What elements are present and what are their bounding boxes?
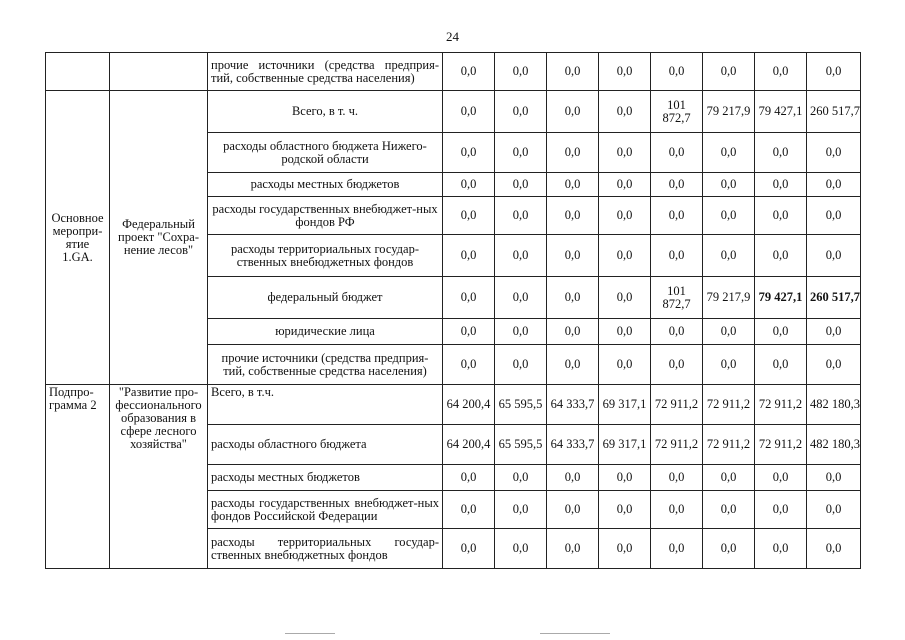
value-cell: 69 317,1 xyxy=(599,425,651,465)
row-description: расходы областного бюджета xyxy=(208,425,443,465)
value-cell: 79 427,1 xyxy=(755,277,807,319)
row-description: юридические лица xyxy=(208,319,443,345)
program-cell: Основное меропри-ятие 1.GA. xyxy=(46,91,110,385)
total-cell: 482 180,3 xyxy=(807,385,861,425)
value-cell: 0,0 xyxy=(443,277,495,319)
value-cell: 0,0 xyxy=(703,173,755,197)
footer-rule-right xyxy=(540,633,610,634)
table-row xyxy=(46,91,861,133)
value-cell: 0,0 xyxy=(651,235,703,277)
value-cell: 0,0 xyxy=(547,91,599,133)
footer-rule-left xyxy=(285,633,335,634)
value-cell: 0,0 xyxy=(599,465,651,491)
value-cell: 0,0 xyxy=(443,53,495,91)
value-cell: 69 317,1 xyxy=(599,385,651,425)
value-cell: 0,0 xyxy=(599,529,651,569)
value-cell: 0,0 xyxy=(651,345,703,385)
total-cell: 0,0 xyxy=(807,345,861,385)
value-cell: 0,0 xyxy=(443,529,495,569)
value-cell: 0,0 xyxy=(755,345,807,385)
value-cell: 101 872,7 xyxy=(651,91,703,133)
value-cell: 0,0 xyxy=(495,235,547,277)
total-cell: 0,0 xyxy=(807,465,861,491)
value-cell: 0,0 xyxy=(495,133,547,173)
value-cell: 0,0 xyxy=(755,133,807,173)
value-cell: 0,0 xyxy=(703,465,755,491)
value-cell: 64 333,7 xyxy=(547,385,599,425)
value-cell: 0,0 xyxy=(495,53,547,91)
value-cell: 0,0 xyxy=(443,319,495,345)
value-cell: 0,0 xyxy=(495,491,547,529)
value-cell: 65 595,5 xyxy=(495,425,547,465)
value-cell: 0,0 xyxy=(703,53,755,91)
value-cell: 0,0 xyxy=(547,173,599,197)
value-cell: 0,0 xyxy=(443,133,495,173)
value-cell: 0,0 xyxy=(599,133,651,173)
row-description: расходы территориальных государ-ственных внебюджетных фондов xyxy=(208,235,443,277)
value-cell: 0,0 xyxy=(443,91,495,133)
value-cell: 0,0 xyxy=(651,319,703,345)
total-cell: 260 517,7 xyxy=(807,277,861,319)
program-cell xyxy=(46,53,110,91)
program-name-cell xyxy=(110,53,208,91)
value-cell: 0,0 xyxy=(755,53,807,91)
value-cell: 0,0 xyxy=(495,319,547,345)
value-cell: 72 911,2 xyxy=(651,425,703,465)
row-description: расходы государственных внебюджет-ных фондов РФ xyxy=(208,197,443,235)
row-description: расходы территориальных государ-ственных внебюджетных фондов xyxy=(208,529,443,569)
total-cell: 0,0 xyxy=(807,197,861,235)
value-cell: 0,0 xyxy=(599,197,651,235)
value-cell: 64 333,7 xyxy=(547,425,599,465)
value-cell: 0,0 xyxy=(443,345,495,385)
value-cell: 0,0 xyxy=(443,465,495,491)
value-cell: 0,0 xyxy=(755,197,807,235)
value-cell: 0,0 xyxy=(443,173,495,197)
value-cell: 0,0 xyxy=(443,491,495,529)
value-cell: 0,0 xyxy=(651,529,703,569)
value-cell: 0,0 xyxy=(703,235,755,277)
value-cell: 72 911,2 xyxy=(703,425,755,465)
value-cell: 0,0 xyxy=(495,465,547,491)
value-cell: 0,0 xyxy=(599,235,651,277)
table-row xyxy=(46,53,861,91)
value-cell: 0,0 xyxy=(651,133,703,173)
budget-table xyxy=(45,52,861,569)
value-cell: 0,0 xyxy=(703,345,755,385)
total-cell: 0,0 xyxy=(807,319,861,345)
value-cell: 0,0 xyxy=(599,319,651,345)
value-cell: 72 911,2 xyxy=(755,385,807,425)
row-description: расходы местных бюджетов xyxy=(208,173,443,197)
value-cell: 0,0 xyxy=(651,53,703,91)
value-cell: 65 595,5 xyxy=(495,385,547,425)
value-cell: 64 200,4 xyxy=(443,385,495,425)
value-cell: 0,0 xyxy=(495,197,547,235)
page-number: 24 xyxy=(446,29,459,44)
value-cell: 0,0 xyxy=(547,319,599,345)
total-cell: 0,0 xyxy=(807,529,861,569)
value-cell: 0,0 xyxy=(547,529,599,569)
value-cell: 0,0 xyxy=(495,173,547,197)
value-cell: 0,0 xyxy=(703,491,755,529)
total-cell: 0,0 xyxy=(807,235,861,277)
value-cell: 79 217,9 xyxy=(703,277,755,319)
value-cell: 64 200,4 xyxy=(443,425,495,465)
row-description: прочие источники (средства предприя-тий, собственные средства населения) xyxy=(208,53,443,91)
value-cell: 0,0 xyxy=(599,277,651,319)
value-cell: 0,0 xyxy=(547,345,599,385)
value-cell: 0,0 xyxy=(495,529,547,569)
row-description: расходы государственных внебюджет-ных фондов Российской Федерации xyxy=(208,491,443,529)
value-cell: 0,0 xyxy=(443,235,495,277)
value-cell: 0,0 xyxy=(651,173,703,197)
value-cell: 0,0 xyxy=(547,197,599,235)
value-cell: 0,0 xyxy=(651,197,703,235)
value-cell: 0,0 xyxy=(755,173,807,197)
value-cell: 0,0 xyxy=(599,345,651,385)
value-cell: 72 911,2 xyxy=(703,385,755,425)
value-cell: 79 427,1 xyxy=(755,91,807,133)
value-cell: 79 217,9 xyxy=(703,91,755,133)
value-cell: 0,0 xyxy=(547,465,599,491)
program-cell: Подпро-грамма 2 xyxy=(46,385,110,569)
table-row xyxy=(46,385,861,425)
value-cell: 0,0 xyxy=(547,133,599,173)
row-description: Всего, в т. ч. xyxy=(208,91,443,133)
row-description: расходы местных бюджетов xyxy=(208,465,443,491)
value-cell: 0,0 xyxy=(703,529,755,569)
value-cell: 0,0 xyxy=(495,91,547,133)
value-cell: 0,0 xyxy=(599,491,651,529)
value-cell: 0,0 xyxy=(703,197,755,235)
total-cell: 0,0 xyxy=(807,133,861,173)
value-cell: 0,0 xyxy=(703,133,755,173)
row-description: расходы областного бюджета Нижего-родской области xyxy=(208,133,443,173)
total-cell: 0,0 xyxy=(807,491,861,529)
value-cell: 72 911,2 xyxy=(755,425,807,465)
value-cell: 0,0 xyxy=(443,197,495,235)
value-cell: 0,0 xyxy=(755,235,807,277)
value-cell: 0,0 xyxy=(703,319,755,345)
total-cell: 260 517,7 xyxy=(807,91,861,133)
total-cell: 482 180,3 xyxy=(807,425,861,465)
total-cell: 0,0 xyxy=(807,53,861,91)
row-description: Всего, в т.ч. xyxy=(208,385,443,425)
value-cell: 0,0 xyxy=(651,465,703,491)
value-cell: 72 911,2 xyxy=(651,385,703,425)
program-name-cell: "Развитие про-фессионального образования в сфере лесного хозяйства" xyxy=(110,385,208,569)
value-cell: 0,0 xyxy=(599,91,651,133)
value-cell: 0,0 xyxy=(755,465,807,491)
program-name-cell: Федеральный проект "Сохра-нение лесов" xyxy=(110,91,208,385)
value-cell: 0,0 xyxy=(599,53,651,91)
value-cell: 0,0 xyxy=(755,319,807,345)
value-cell: 0,0 xyxy=(547,491,599,529)
total-cell: 0,0 xyxy=(807,173,861,197)
value-cell: 0,0 xyxy=(547,235,599,277)
value-cell: 0,0 xyxy=(755,529,807,569)
value-cell: 0,0 xyxy=(755,491,807,529)
value-cell: 0,0 xyxy=(495,277,547,319)
value-cell: 0,0 xyxy=(547,53,599,91)
value-cell: 0,0 xyxy=(651,491,703,529)
row-description: федеральный бюджет xyxy=(208,277,443,319)
value-cell: 0,0 xyxy=(495,345,547,385)
row-description: прочие источники (средства предприя-тий, собственные средства населения) xyxy=(208,345,443,385)
value-cell: 0,0 xyxy=(599,173,651,197)
budget-table-body xyxy=(46,53,861,569)
value-cell: 0,0 xyxy=(547,277,599,319)
value-cell: 101 872,7 xyxy=(651,277,703,319)
